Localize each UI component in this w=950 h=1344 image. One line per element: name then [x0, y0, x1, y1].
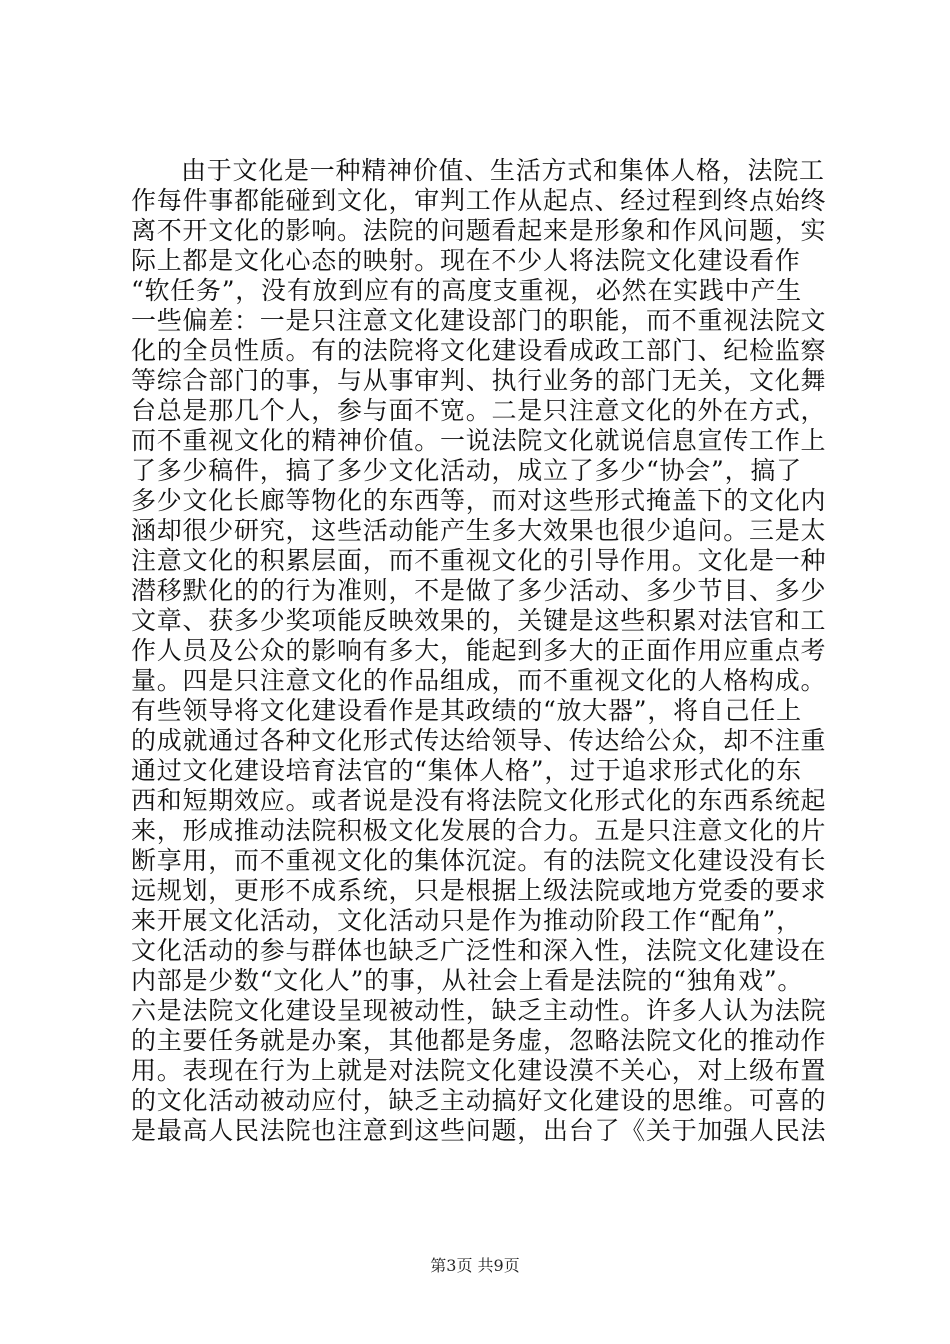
text-line: 内部是少数“文化人”的事，从社会上看是法院的“独角戏”。 [131, 966, 804, 995]
text-line: “软任务”，没有放到应有的高度支重视，必然在实践中产生 [131, 276, 802, 305]
text-line: 有些领导将文化建设看作是其政绩的“放大器”，将自己任上 [131, 696, 802, 725]
text-line: 潜移默化的的行为准则，不是做了多少活动、多少节目、多少 [131, 576, 827, 605]
text-line: 六是法院文化建设呈现被动性，缺乏主动性。许多人认为法院 [131, 996, 827, 1025]
text-line: 际上都是文化心态的映射。现在不少人将法院文化建设看作 [131, 246, 801, 275]
text-line: 量。四是只注意文化的作品组成，而不重视文化的人格构成。 [131, 666, 827, 695]
text-line: 西和短期效应。或者说是没有将法院文化形式化的东西系统起 [131, 786, 827, 815]
text-line: 了多少稿件，搞了多少文化活动，成立了多少“协会”，搞了 [131, 456, 802, 485]
text-line: 等综合部门的事，与从事审判、执行业务的部门无关，文化舞 [131, 366, 827, 395]
text-line: 的主要任务就是办案，其他都是务虚，忽略法院文化的推动作 [131, 1026, 827, 1055]
text-line: 是最高人民法院也注意到这些问题，出台了《关于加强人民法 [131, 1116, 827, 1145]
text-line: 通过文化建设培育法官的“集体人格”，过于追求形式化的东 [131, 756, 802, 785]
text-line: 作人员及公众的影响有多大，能起到多大的正面作用应重点考 [131, 636, 827, 665]
text-line: 多少文化长廊等物化的东西等，而对这些形式掩盖下的文化内 [131, 486, 827, 515]
text-line: 涵却很少研究，这些活动能产生多大效果也很少追问。三是太 [131, 516, 827, 545]
text-line: 一些偏差：一是只注意文化建设部门的职能，而不重视法院文 [131, 306, 827, 335]
text-line: 来，形成推动法院积极文化发展的合力。五是只注意文化的片 [131, 816, 827, 845]
body-paragraph [131, 156, 861, 1146]
text-line: 来开展文化活动，文化活动只是作为推动阶段工作“配角”， [131, 906, 802, 935]
text-line: 用。表现在行为上就是对法院文化建设漠不关心，对上级布置 [131, 1056, 827, 1085]
text-line: 远规划，更形不成系统，只是根据上级法院或地方党委的要求 [131, 876, 827, 905]
text-line: 由于文化是一种精神价值、生活方式和集体人格，法院工 [181, 156, 825, 185]
text-line: 文化活动的参与群体也缺乏广泛性和深入性，法院文化建设在 [131, 936, 827, 965]
text-line: 文章、获多少奖项能反映效果的，关键是这些积累对法官和工 [131, 606, 827, 635]
text-line: 化的全员性质。有的法院将文化建设看成政工部门、纪检监察 [131, 336, 827, 365]
text-line: 注意文化的积累层面，而不重视文化的引导作用。文化是一种 [131, 546, 827, 575]
text-line: 台总是那几个人，参与面不宽。二是只注意文化的外在方式， [131, 396, 827, 425]
text-line: 作每件事都能碰到文化，审判工作从起点、经过程到终点始终 [131, 186, 827, 215]
page-number-footer: 第3页 共9页 [430, 1256, 520, 1275]
text-line: 断享用，而不重视文化的集体沉淀。有的法院文化建设没有长 [131, 846, 827, 875]
text-line: 而不重视文化的精神价值。一说法院文化就说信息宣传工作上 [131, 426, 827, 455]
text-line: 的文化活动被动应付，缺乏主动搞好文化建设的思维。可喜的 [131, 1086, 827, 1115]
text-line: 离不开文化的影响。法院的问题看起来是形象和作风问题，实 [131, 216, 827, 245]
text-line: 的成就通过各种文化形式传达给领导、传达给公众，却不注重 [131, 726, 827, 755]
